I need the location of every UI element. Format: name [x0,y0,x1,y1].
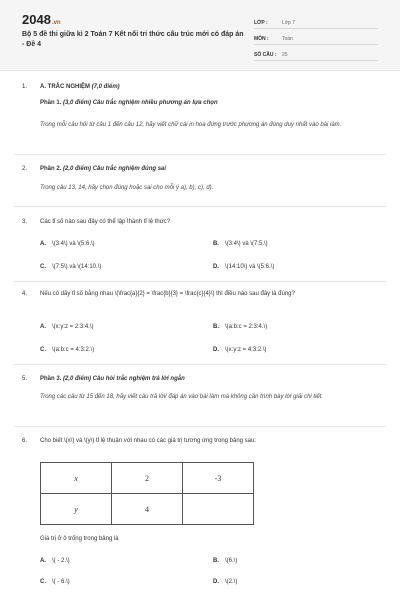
option-text: \(3:4\) và \(5:6.\) [52,241,95,247]
question-subtext: Giá trị ở ô trống trong bảng là [40,536,119,542]
part-score: (2,0 điểm) [63,376,92,382]
option-text: \(14:10\) và \(5:6.\) [225,264,275,270]
option-letter: C. [40,579,46,585]
divider [14,426,386,427]
question-text: Nếu có dãy tỉ số bằng nhau \(\frac{a}{2} = \frac{b}{3} = \frac{c}{4}\) thì điều nào sau đây là đúng? [40,291,295,297]
option-letter: D. [213,579,219,585]
part-note: Trong câu 13, 14, hãy chọn đúng hoặc sai cho mỗi ý a), b), c), d). [40,185,214,191]
part-title: Phần 1. [40,100,62,106]
option-a[interactable] [40,240,95,248]
part-score: (2,0 điểm) [63,166,92,172]
meta-question-count [254,46,378,61]
option-c[interactable] [40,578,70,586]
option-text: \(3:4\) và \(7:5.\) [225,241,268,247]
option-c[interactable] [40,346,94,354]
option-text: \( - 6.\) [52,579,70,585]
part-title: Phần 3. [40,376,62,382]
part-desc: Câu hỏi trắc nghiệm trả lời ngắn [92,376,185,382]
part-heading [40,375,185,383]
option-b[interactable] [213,323,267,331]
option-text: \(2.\) [225,579,238,585]
meta-subject [254,30,378,45]
option-letter: A. [40,324,46,330]
option-letter: B. [213,324,219,330]
option-d[interactable] [213,346,267,354]
divider [14,154,386,155]
meta-label: MÔN : [254,36,269,42]
option-letter: C. [40,347,46,353]
option-text: \(a:b:c = 2:3:4.\) [225,324,268,330]
section-heading [40,83,120,91]
option-text: \(a:b:c = 4:3:2.\) [52,347,95,353]
option-text: \(x:y:z = 4:3:2.\) [225,347,267,353]
part-title: Phần 2. [40,166,62,172]
meta-value: 25 [282,52,288,58]
option-letter: A. [40,558,46,564]
option-b[interactable] [213,240,268,248]
option-letter: B. [213,241,219,247]
question-text: Các tỉ số nào sau đây có thể lập thành tỉ lệ thức? [40,219,171,225]
item-number: 2. [22,166,28,172]
logo-text: 2048 [22,12,51,27]
table-cell: 2 [112,463,183,494]
document-title: Bộ 5 đề thi giữa kì 2 Toán 7 Kết nối tri thức cấu trúc mới có đáp án - Đề 4 [22,31,244,48]
meta-class [254,14,378,29]
table-cell: -3 [183,463,254,494]
part-heading [40,165,166,173]
site-logo[interactable] [22,12,61,27]
table-row [41,463,254,494]
meta-value: Lớp 7 [282,20,296,26]
option-letter: D. [213,347,219,353]
option-b[interactable] [213,557,237,565]
option-text: \( - 2.\) [52,558,70,564]
option-d[interactable] [213,263,274,271]
option-text: \(x:y:z = 2:3:4.\) [52,324,94,330]
option-a[interactable] [40,557,70,565]
part-note: Trong các câu từ 15 đến 18, hãy viết câu trả lời/ đáp án vào bài làm mà không cần trình bày lời giải chi tiết. [40,394,324,400]
table-cell: x [41,463,112,494]
table-cell: y [41,494,112,525]
item-number: 6. [22,438,28,444]
value-table [40,462,254,525]
option-letter: D. [213,264,219,270]
part-desc: Câu trắc nghiệm đúng sai [92,166,167,172]
page-header [0,0,400,71]
section-title: A. TRẮC NGHIỆM [40,84,90,90]
part-score: (3,0 điểm) [63,100,92,106]
part-desc: Câu trắc nghiệm nhiều phương án lựa chọn [92,100,218,106]
item-number: 3. [22,219,28,225]
table-cell-empty [183,494,254,525]
divider [14,206,386,207]
part-heading [40,99,218,107]
divider [14,281,386,282]
item-number: 5. [22,376,28,382]
option-text: \(7:5\) và \(14:10.\) [52,264,102,270]
option-text: \(6.\) [225,558,238,564]
item-number: 4. [22,291,28,297]
meta-value: Toán [282,36,293,42]
meta-label: SỐ CÂU : [254,52,277,58]
part-note: Trong mỗi câu hỏi từ câu 1 đến câu 12, hãy viết chữ cái in hoa đứng trước phương án đúng duy nhất vào bài làm. [40,122,342,128]
table-row [41,494,254,525]
option-letter: A. [40,241,46,247]
option-letter: B. [213,558,219,564]
divider [14,364,386,365]
table-cell: 4 [112,494,183,525]
option-c[interactable] [40,263,101,271]
option-a[interactable] [40,323,94,331]
option-d[interactable] [213,578,237,586]
section-score: (7,0 điểm) [91,84,120,90]
question-text: Cho biết \(x\) và \(y\) tỉ lệ thuận với nhau có các giá trị tương ứng trong bảng sau: [40,438,257,444]
item-number: 1. [22,84,28,90]
logo-suffix: .vn [51,20,61,26]
meta-label: LỚP : [254,20,268,26]
option-letter: C. [40,264,46,270]
